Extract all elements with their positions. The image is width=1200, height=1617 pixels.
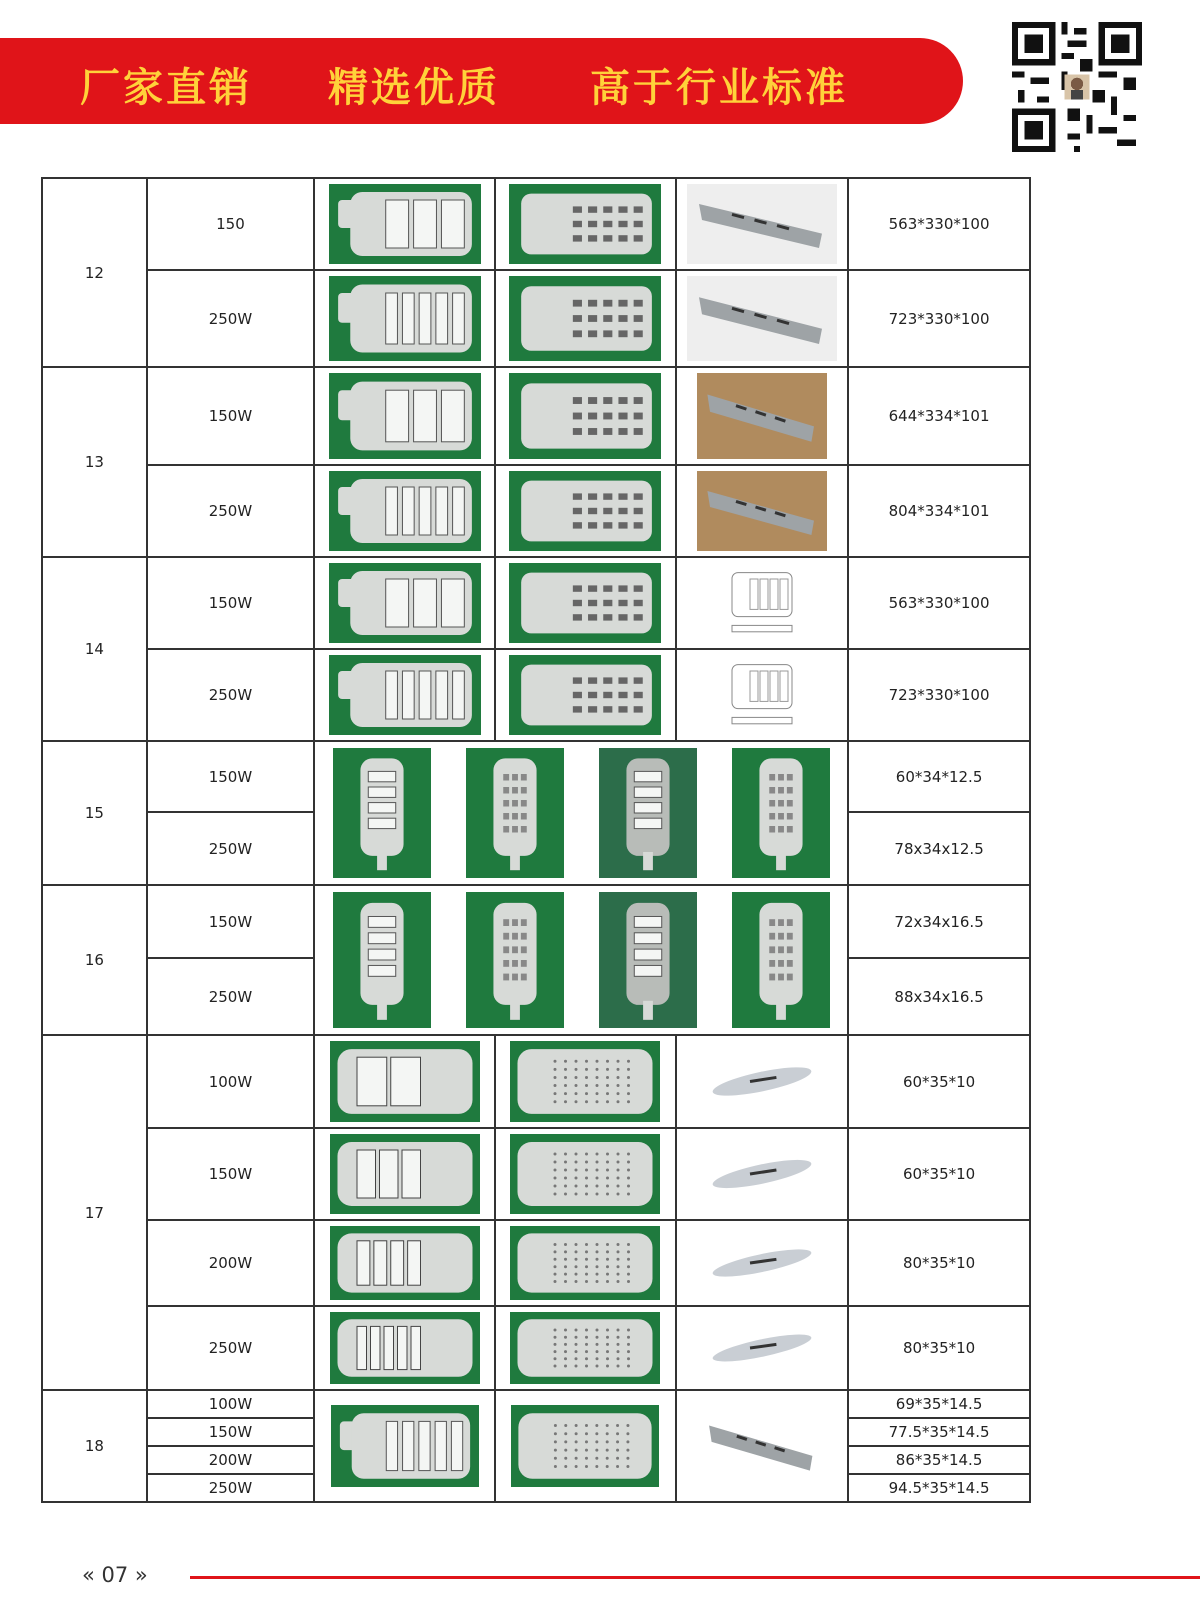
power-rating: 250W	[147, 649, 314, 741]
power-rating: 250W	[147, 270, 314, 367]
table-row	[42, 178, 1030, 270]
dimensions: 804*334*101	[848, 465, 1030, 557]
lamp-back-photo	[510, 1041, 660, 1122]
lamp-front-photo	[330, 1226, 480, 1300]
photo-front	[314, 1306, 495, 1390]
power-rating: 150W	[147, 557, 314, 649]
lamp-photo	[466, 892, 564, 1028]
table-row	[42, 1306, 1030, 1390]
lamp-photo	[732, 748, 830, 878]
table-row	[42, 649, 1030, 741]
model-number: 14	[42, 557, 147, 741]
photo-front	[314, 649, 495, 741]
power-rating: 150W	[147, 885, 314, 958]
photo-back	[495, 1306, 676, 1390]
photo-front	[314, 1220, 495, 1306]
lamp-front-photo	[330, 1041, 480, 1122]
photo-strip	[314, 885, 848, 1035]
product-table	[41, 177, 1031, 1503]
lamp-front-photo	[329, 276, 481, 361]
photo-side	[676, 178, 849, 270]
photo-side	[676, 1390, 849, 1502]
lamp-side-photo	[702, 1226, 822, 1300]
photo-back	[495, 1220, 676, 1306]
lamp-photo	[599, 892, 697, 1028]
dimensions: 60*35*10	[848, 1035, 1030, 1128]
lamp-back-photo	[509, 655, 661, 735]
lamp-back-photo	[509, 276, 661, 361]
lamp-back-photo	[509, 184, 661, 264]
lamp-front-photo	[329, 373, 481, 459]
qr-code-icon[interactable]	[1012, 22, 1142, 152]
lamp-side-photo	[712, 563, 812, 643]
slogan-factory-direct: 厂家直销	[80, 65, 252, 111]
dimensions: 563*330*100	[848, 178, 1030, 270]
model-number: 12	[42, 178, 147, 367]
lamp-side-photo	[702, 1312, 822, 1384]
table-row	[42, 367, 1030, 465]
lamp-photo	[732, 892, 830, 1028]
table-row	[42, 557, 1030, 649]
photo-back	[495, 178, 676, 270]
model-number: 15	[42, 741, 147, 885]
photo-front	[314, 270, 495, 367]
table-row	[42, 1390, 1030, 1418]
table-row	[42, 1035, 1030, 1128]
power-rating: 100W	[147, 1390, 314, 1418]
dimensions: 78x34x12.5	[848, 812, 1030, 885]
photo-side	[676, 1035, 849, 1128]
power-rating: 200W	[147, 1220, 314, 1306]
power-rating: 100W	[147, 1035, 314, 1128]
dimensions: 644*334*101	[848, 367, 1030, 465]
photo-side	[676, 557, 849, 649]
lamp-front-photo	[329, 563, 481, 643]
power-rating: 150W	[147, 1418, 314, 1446]
dimensions: 69*35*14.5	[848, 1390, 1030, 1418]
footer-divider	[190, 1576, 1200, 1579]
lamp-side-photo	[699, 1405, 825, 1487]
photo-back	[495, 270, 676, 367]
photo-side	[676, 465, 849, 557]
power-rating: 250W	[147, 812, 314, 885]
table-row	[42, 465, 1030, 557]
photo-strip	[314, 741, 848, 885]
dimensions: 86*35*14.5	[848, 1446, 1030, 1474]
table-row	[42, 1220, 1030, 1306]
photo-front	[314, 178, 495, 270]
dimensions: 77.5*35*14.5	[848, 1418, 1030, 1446]
lamp-front-photo	[330, 1134, 480, 1214]
lamp-back-photo	[509, 373, 661, 459]
lamp-back-photo	[509, 471, 661, 551]
dimensions: 563*330*100	[848, 557, 1030, 649]
lamp-side-photo	[687, 184, 837, 264]
lamp-photo	[599, 748, 697, 878]
photo-side	[676, 1128, 849, 1220]
photo-back	[495, 1035, 676, 1128]
lamp-side-photo	[687, 276, 837, 361]
photo-back	[495, 1390, 676, 1502]
lamp-photo	[333, 748, 431, 878]
lamp-side-photo	[712, 655, 812, 735]
power-rating: 250W	[147, 465, 314, 557]
power-rating: 150W	[147, 1128, 314, 1220]
lamp-front-photo	[329, 184, 481, 264]
photo-side	[676, 270, 849, 367]
power-rating: 250W	[147, 958, 314, 1035]
lamp-photo	[466, 748, 564, 878]
photo-front	[314, 1390, 495, 1502]
power-rating: 200W	[147, 1446, 314, 1474]
dimensions: 88x34x16.5	[848, 958, 1030, 1035]
photo-back	[495, 367, 676, 465]
dimensions: 72x34x16.5	[848, 885, 1030, 958]
slogan-standard: 高于行业标准	[590, 65, 848, 111]
lamp-side-photo	[702, 1134, 822, 1214]
dimensions: 60*34*12.5	[848, 741, 1030, 812]
lamp-back-photo	[510, 1226, 660, 1300]
photo-side	[676, 1220, 849, 1306]
power-rating: 250W	[147, 1474, 314, 1502]
photo-side	[676, 367, 849, 465]
table-row	[42, 1128, 1030, 1220]
lamp-front-photo	[329, 655, 481, 735]
photo-back	[495, 557, 676, 649]
slogan-quality: 精选优质	[328, 65, 500, 111]
power-rating: 250W	[147, 1306, 314, 1390]
model-number: 17	[42, 1035, 147, 1390]
photo-front	[314, 367, 495, 465]
table-row	[42, 885, 1030, 958]
dimensions: 723*330*100	[848, 649, 1030, 741]
photo-back	[495, 1128, 676, 1220]
photo-side	[676, 649, 849, 741]
table-row	[42, 741, 1030, 812]
dimensions: 80*35*10	[848, 1306, 1030, 1390]
power-rating: 150	[147, 178, 314, 270]
lamp-back-photo	[509, 563, 661, 643]
lamp-photo	[333, 892, 431, 1028]
model-number: 16	[42, 885, 147, 1035]
lamp-side-photo	[697, 373, 827, 459]
power-rating: 150W	[147, 741, 314, 812]
power-rating: 150W	[147, 367, 314, 465]
dimensions: 60*35*10	[848, 1128, 1030, 1220]
model-number: 18	[42, 1390, 147, 1502]
photo-side	[676, 1306, 849, 1390]
table-row	[42, 270, 1030, 367]
photo-front	[314, 1035, 495, 1128]
model-number: 13	[42, 367, 147, 557]
lamp-back-photo	[510, 1312, 660, 1384]
photo-back	[495, 649, 676, 741]
photo-back	[495, 465, 676, 557]
lamp-front-photo	[331, 1405, 479, 1487]
photo-front	[314, 465, 495, 557]
page-number: « 07 »	[82, 1563, 148, 1587]
dimensions: 723*330*100	[848, 270, 1030, 367]
lamp-front-photo	[330, 1312, 480, 1384]
lamp-side-photo	[702, 1041, 822, 1122]
photo-front	[314, 1128, 495, 1220]
lamp-front-photo	[329, 471, 481, 551]
photo-front	[314, 557, 495, 649]
lamp-side-photo	[697, 471, 827, 551]
lamp-back-photo	[511, 1405, 659, 1487]
dimensions: 94.5*35*14.5	[848, 1474, 1030, 1502]
lamp-back-photo	[510, 1134, 660, 1214]
dimensions: 80*35*10	[848, 1220, 1030, 1306]
